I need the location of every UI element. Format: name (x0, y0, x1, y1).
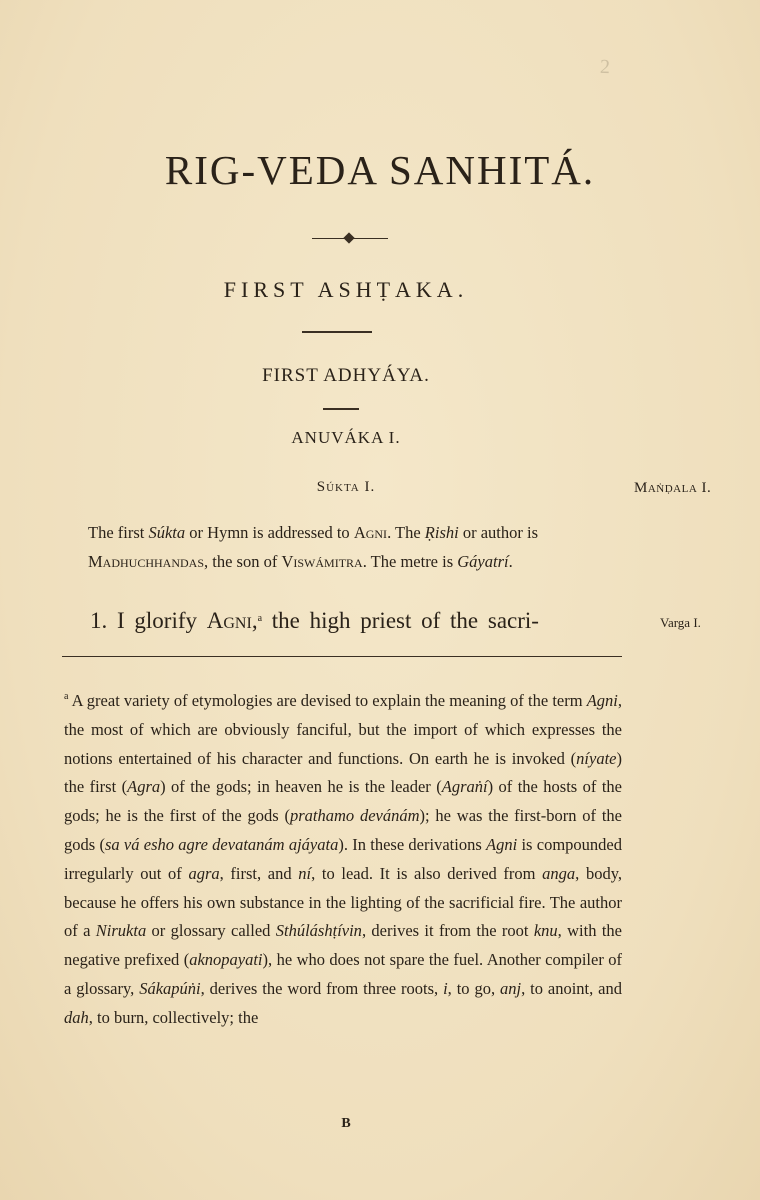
footnote-rule (62, 656, 622, 657)
mandala-marginal-note: Maṅḍala I. (634, 480, 712, 496)
footnote-marker: a (64, 691, 69, 702)
adhyaya-heading: FIRST ADHYÁYA. (262, 365, 430, 386)
intro-paragraph: The first Súkta or Hymn is addressed to Agni. The Ṛishi or author is Madhuchhandas, the son of Viswámitra. The metre is Gáyatrí. (88, 523, 538, 571)
sukta-heading: Súkta I. (316, 479, 376, 495)
page-title: RIG-VEDA SANHITÁ. (164, 147, 596, 193)
ashtaka-heading: FIRST ASHṬAKA. (223, 277, 469, 302)
section-divider (302, 331, 372, 333)
verse-1: 1. I glorify Agni,$^a$ the high priest of the sacri- (90, 608, 539, 633)
footnote-a: $^a$ A great variety of etymologies are devised to explain the meaning of the term Agni, the most of which are obviously fanciful, but the import of which expresses the notions entertained of his character and functions. On earth he is invoked (níyate) the first (Agra) of the gods; in heaven he is the leader (Agraṅí) of the hosts of the gods; he is the first of the gods (prathamo devánám); he was the first-born of the gods (sa vá esho agre devatanám ajáyata). In these derivations Agni is compounded irregularly out of agra, first, and ní, to lead. It is also derived from anga, body, because he offers his own substance in the lighting of the sacrificial fire. The author of a Nirukta or glossary called Sthúláshṭívin, derives it from the root knu, with the negative prefixed (aknopayati), he who does not spare the fuel. Another compiler of a glossary, Sákapúṅi, derives the word from three roots, i, to go, anj, to anoint, and dah, to burn, collectively; the (64, 691, 623, 1027)
section-divider-short (323, 408, 359, 410)
signature-mark: B (341, 1116, 351, 1131)
varga-marginal-note: Varga I. (660, 615, 701, 630)
anuvaka-heading: ANUVÁKA I. (291, 428, 401, 447)
ornament-diamond-icon (343, 232, 354, 243)
footnote-ref[interactable]: a (257, 613, 263, 624)
show-through-page-number: 2 (599, 55, 611, 79)
